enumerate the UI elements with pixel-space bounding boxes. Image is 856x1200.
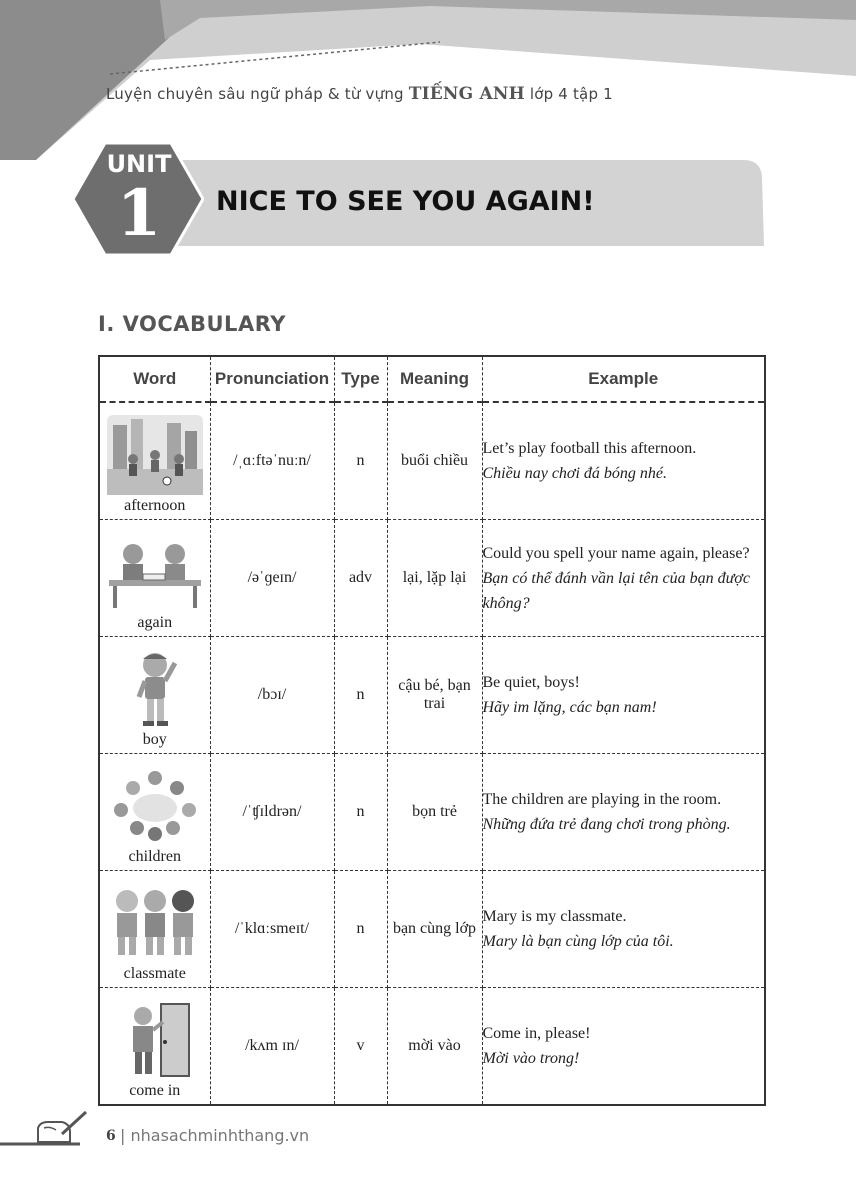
- example-vietnamese: Mời vào trong!: [482, 1050, 580, 1067]
- pronunciation-cell: /əˈɡeɪn/: [210, 520, 334, 637]
- header-word: Word: [99, 356, 210, 402]
- word-cell: [99, 402, 210, 520]
- word-cell: [99, 754, 210, 871]
- meaning-cell: cậu bé, bạn trai: [387, 637, 482, 754]
- word-cell: [99, 520, 210, 637]
- table-header-row: [99, 356, 765, 402]
- example-vietnamese: Những đứa trẻ đang chơi trong phòng.: [482, 816, 731, 833]
- pronunciation-cell: /kʌm ɪn/: [210, 988, 334, 1106]
- meaning-cell: bọn trẻ: [387, 754, 482, 871]
- children-circle-picture: [107, 766, 203, 846]
- page-number: 6: [106, 1128, 116, 1144]
- example-cell: [482, 988, 765, 1106]
- unit-number: 1: [116, 176, 162, 251]
- example-english: Let’s play football this afternoon.: [482, 440, 697, 457]
- word-label: afternoon: [124, 497, 186, 514]
- three-classmates-picture: [107, 883, 203, 963]
- meaning-cell: buổi chiều: [387, 402, 482, 520]
- header-band: [0, 0, 856, 160]
- kids-at-desk-picture: [107, 532, 203, 612]
- example-cell: [482, 402, 765, 520]
- word-label: boy: [142, 731, 167, 748]
- vocabulary-table: [98, 355, 766, 1106]
- type-cell: adv: [334, 520, 387, 637]
- word-cell: [99, 637, 210, 754]
- meaning-cell: lại, lặp lại: [387, 520, 482, 637]
- meaning-cell: bạn cùng lớp: [387, 871, 482, 988]
- type-cell: n: [334, 754, 387, 871]
- pronunciation-cell: /bɔɪ/: [210, 637, 334, 754]
- example-vietnamese: Chiều nay chơi đá bóng nhé.: [482, 465, 668, 482]
- table-row: [99, 637, 765, 754]
- header-type: Type: [334, 356, 387, 402]
- pronunciation-cell: /ˈʧɪldrən/: [210, 754, 334, 871]
- header-example: Example: [482, 356, 765, 402]
- hand-writing-icon: [0, 1108, 100, 1148]
- example-vietnamese: Mary là bạn cùng lớp của tôi.: [482, 933, 674, 950]
- boy-waving-picture: [107, 649, 203, 729]
- example-english: Come in, please!: [482, 1025, 591, 1042]
- header-pronunciation: Pronunciation: [210, 356, 334, 402]
- table-row: [99, 520, 765, 637]
- man-at-door-picture: [107, 1000, 203, 1080]
- unit-title: NICE TO SEE YOU AGAIN!: [216, 186, 595, 217]
- word-label: come in: [129, 1082, 181, 1099]
- example-cell: [482, 637, 765, 754]
- table-row: [99, 402, 765, 520]
- example-english: The children are playing in the room.: [482, 791, 722, 808]
- type-cell: v: [334, 988, 387, 1106]
- type-cell: n: [334, 402, 387, 520]
- example-english: Be quiet, boys!: [482, 674, 580, 691]
- example-cell: [482, 520, 765, 637]
- kids-playing-football-picture: [107, 415, 203, 495]
- example-vietnamese: Hãy im lặng, các bạn nam!: [482, 699, 657, 716]
- word-label: classmate: [123, 965, 186, 982]
- section-heading: I. VOCABULARY: [98, 312, 286, 336]
- type-cell: n: [334, 637, 387, 754]
- example-cell: [482, 871, 765, 988]
- unit-label: UNIT: [106, 150, 172, 178]
- website-link[interactable]: | nhasachminhthang.vn: [120, 1126, 310, 1145]
- series-title: Luyện chuyên sâu ngữ pháp & từ vựng TIẾNG ANH lớp 4 tập 1: [106, 84, 613, 104]
- table-row: [99, 988, 765, 1106]
- example-vietnamese: Bạn có thể đánh vần lại tên của bạn được không?: [482, 569, 750, 612]
- example-cell: [482, 754, 765, 871]
- pronunciation-cell: /ˈklɑːsmeɪt/: [210, 871, 334, 988]
- type-cell: n: [334, 871, 387, 988]
- header-meaning: Meaning: [387, 356, 482, 402]
- example-english: Could you spell your name again, please?: [482, 544, 750, 562]
- pronunciation-cell: /ˌɑːftəˈnuːn/: [210, 402, 334, 520]
- table-row: [99, 754, 765, 871]
- example-english: Mary is my classmate.: [482, 908, 627, 925]
- word-cell: [99, 988, 210, 1106]
- word-cell: [99, 871, 210, 988]
- meaning-cell: mời vào: [387, 988, 482, 1106]
- word-label: children: [128, 848, 181, 865]
- table-row: [99, 871, 765, 988]
- word-label: again: [137, 614, 173, 631]
